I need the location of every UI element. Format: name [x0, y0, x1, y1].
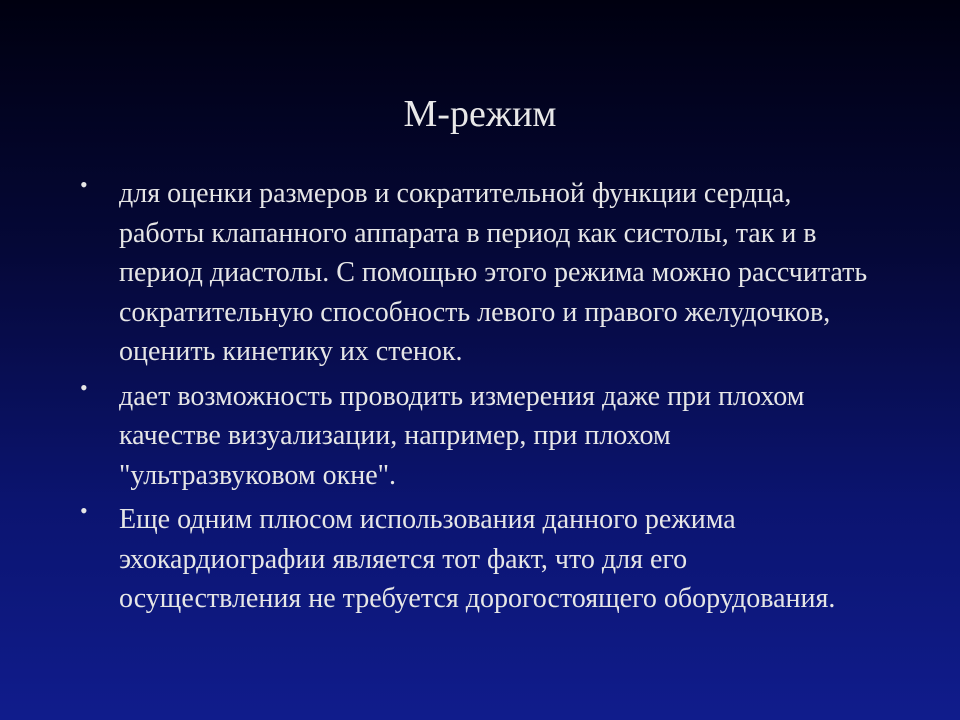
bullet-list	[80, 174, 870, 624]
bullet-text-1: для оценки размеров и сократительной функции сердца, работы клапанного аппарата в период как систолы, так и в период диастолы. С помощью этого режима можно рассчитать сократительную способность левого и правого желудочков, оценить кинетику их стенок.	[119, 178, 868, 367]
bullet-text-2: дает возможность проводить измерения даже при плохом качестве визуализации, например, при плохом "ультразвуковом окне".	[119, 380, 805, 491]
bullet-item-1	[80, 174, 870, 372]
bullet-dot-icon: •	[80, 498, 88, 523]
bullet-item-3	[80, 500, 870, 619]
slide-title: М-режим	[403, 93, 557, 135]
bullet-text-3: Еще одним плюсом использования данного режима эхокардиографии является тот факт, что для его осуществления не требуется дорогостоящего оборудования.	[119, 504, 836, 614]
bullet-dot-icon: •	[80, 172, 88, 197]
bullet-item-2	[80, 374, 870, 496]
bullet-dot-icon: •	[80, 374, 88, 400]
